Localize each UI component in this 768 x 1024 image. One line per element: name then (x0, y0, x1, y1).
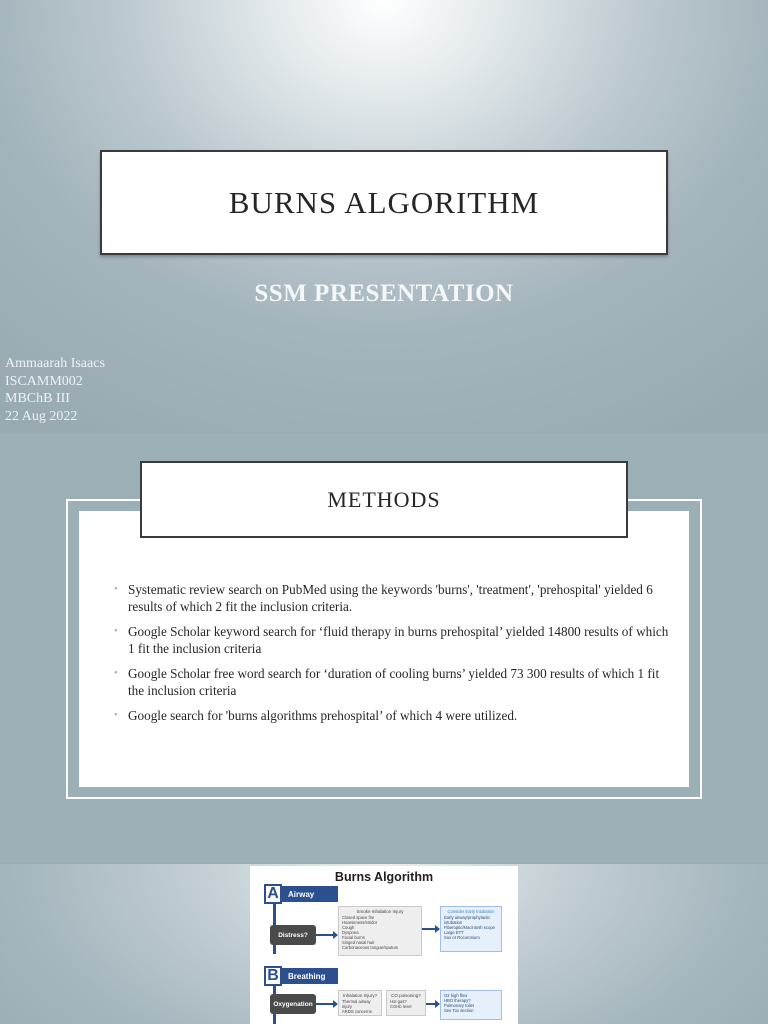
bullet-text: Systematic review search on PubMed using the keywords 'burns', 'treatment', 'prehospital' yielded 6 results of which 2 fit the inclusion criteria. (128, 582, 653, 614)
box-item: Hot gas? (390, 999, 407, 1004)
early-intubation-box (440, 906, 502, 952)
list-item (112, 623, 672, 657)
methods-title: METHODS (327, 486, 441, 512)
box-header: Smoke Inhalation Injury (356, 909, 404, 914)
author-name: Ammaarah Isaacs (5, 356, 105, 371)
box-item: Cough (342, 925, 355, 930)
node-distress: Distress? (270, 925, 316, 945)
algorithm-title: Burns Algorithm (334, 870, 434, 884)
box-item: See Tox section (444, 1008, 474, 1013)
box-item: O2 high flow (444, 993, 468, 998)
co-poisoning-box (386, 990, 426, 1016)
methods-slide (0, 433, 768, 863)
title-box (100, 150, 668, 255)
box-header: CO poisoning? (391, 993, 421, 998)
box-item: Early airway/prophylactic intubation (444, 915, 491, 925)
box-item: Closed space fire (342, 915, 375, 920)
box-item: Pulmonary toilet (444, 1003, 475, 1008)
box-item: HBO therapy? (444, 998, 471, 1003)
box-item: COHb level (390, 1004, 412, 1009)
section-label: Airway (288, 889, 315, 899)
bullet-text: Google Scholar free word search for ‘duration of cooling burns’ yielded 73 300 results of which 1 fit the inclusion criteria (128, 666, 660, 698)
bullet-icon: • (114, 668, 118, 679)
box-header: Inhalation Injury? (342, 993, 378, 998)
box-item: Fiberoptic/Macintosh scope (444, 925, 495, 930)
methods-bullet-list (112, 581, 672, 732)
title-slide (0, 0, 768, 432)
degree-year: MBChB III (5, 391, 70, 406)
box-item: Large ETT (444, 930, 464, 935)
bullet-icon: • (114, 584, 118, 595)
inhalation-check-box (338, 990, 382, 1016)
bullet-text: Google search for 'burns algorithms prehospital’ of which 4 were utilized. (128, 708, 518, 723)
box-item: ARDS concerns (342, 1009, 372, 1014)
box-item: Thermal airway injury (342, 999, 371, 1009)
student-number: ISCAMM002 (5, 373, 83, 389)
arrow-icon (316, 1003, 334, 1005)
list-item (112, 581, 672, 615)
box-item: Sux or Rocuronium (444, 935, 480, 940)
box-item: Hoarseness/stridor (342, 920, 378, 925)
box-item: Carbonaceous tongue/sputum (342, 945, 399, 950)
author-info (5, 355, 105, 425)
inhalation-injury-box (338, 906, 422, 956)
oxygen-therapy-box (440, 990, 502, 1020)
burns-algorithm-image (250, 866, 518, 1024)
box-item: Dyspnea (342, 930, 359, 935)
presentation-date: 22 Aug 2022 (5, 408, 78, 424)
section-letter-b: B (264, 966, 282, 986)
bullet-icon: • (114, 626, 118, 637)
algorithm-slide (0, 864, 768, 1024)
box-header: Consider Early Intubation (447, 909, 495, 914)
methods-title-box (140, 461, 628, 538)
arrow-icon (316, 934, 334, 936)
bullet-text: Google Scholar keyword search for ‘fluid therapy in burns prehospital’ yielded 14800 results of which 1 fit the inclusion criteria (128, 624, 669, 656)
arrow-icon (422, 928, 436, 930)
section-letter-a: A (264, 884, 282, 904)
slide-title: BURNS ALGORITHM (228, 184, 540, 220)
list-item (112, 707, 672, 724)
arrow-icon (426, 1003, 436, 1005)
slide-subtitle: SSM PRESENTATION (254, 280, 514, 307)
node-oxygenation: Oxygenation (270, 994, 316, 1014)
box-item: Facial burns (342, 935, 365, 940)
section-label: Breathing (288, 971, 326, 981)
bullet-icon: • (114, 710, 118, 721)
list-item (112, 665, 672, 699)
box-item: Singed nasal hair (342, 940, 375, 945)
